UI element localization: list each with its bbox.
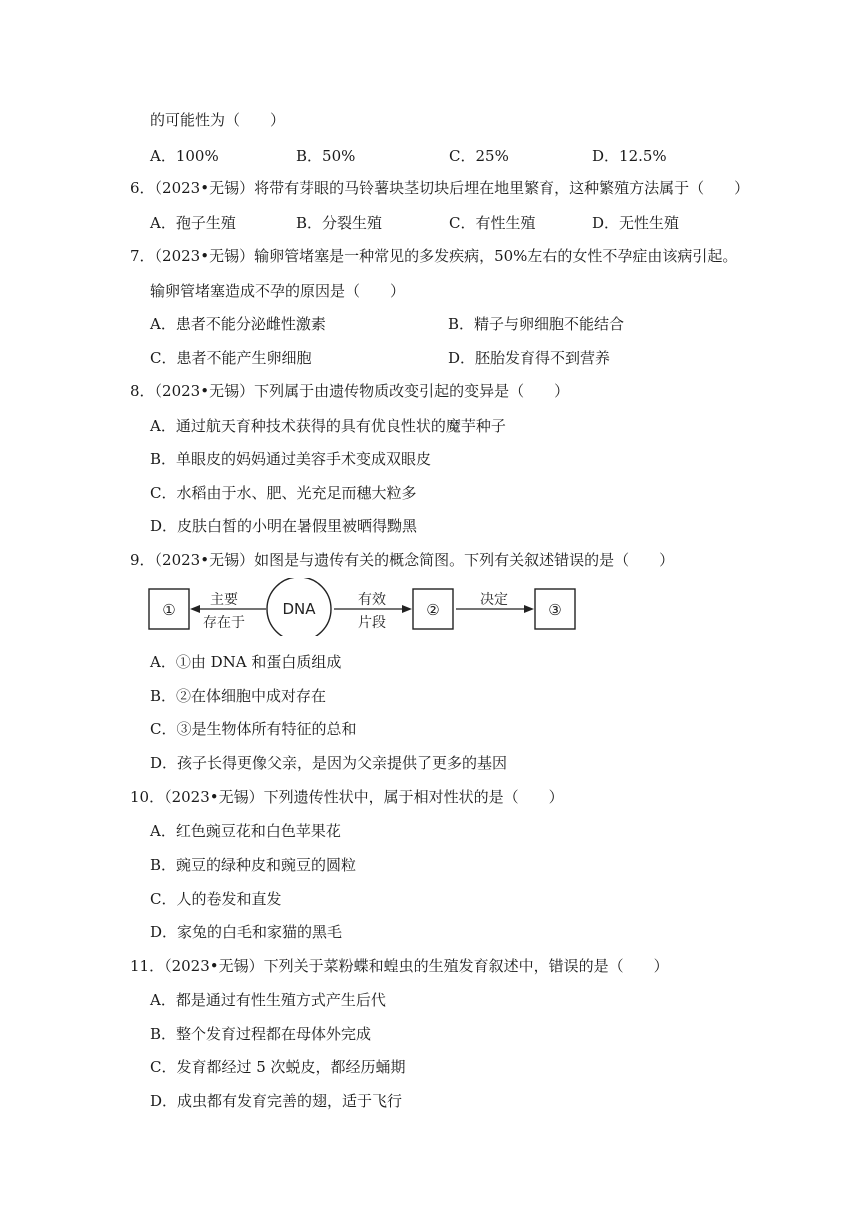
prev-option-d: D．12.5%: [592, 147, 667, 165]
question-11-stem: 11．（2023•无锡）下列关于菜粉蝶和蝗虫的生殖发育叙述中，错误的是（ ）: [130, 957, 669, 975]
diagram-box-1-label: ①: [162, 601, 176, 619]
arrow-2-bottom-label: 片段: [358, 615, 386, 631]
question-9-option-b: B．②在体细胞中成对存在: [150, 687, 327, 705]
arrow-2-top-label: 有效: [358, 592, 386, 608]
question-7-option-c: C．患者不能产生卵细胞: [150, 349, 312, 367]
prev-option-c: C．25%: [449, 147, 509, 165]
question-10-option-c: C．人的卷发和直发: [150, 890, 282, 908]
question-9-option-c: C．③是生物体所有特征的总和: [150, 720, 357, 738]
question-7-stem-continuation: 输卵管堵塞造成不孕的原因是（ ）: [150, 282, 406, 300]
arrow-1-head: [190, 605, 200, 613]
arrow-1-top-label: 主要: [210, 592, 238, 608]
arrow-1-bottom-label: 存在于: [203, 615, 245, 631]
question-10-stem: 10．（2023•无锡）下列遗传性状中，属于相对性状的是（ ）: [130, 788, 564, 806]
diagram-box-2-label: ②: [426, 601, 440, 619]
question-6-option-a: A．孢子生殖: [150, 214, 236, 232]
question-9-stem: 9．（2023•无锡）如图是与遗传有关的概念简图。下列有关叙述错误的是（ ）: [130, 551, 675, 569]
question-10-option-d: D．家兔的白毛和家猫的黑毛: [150, 923, 343, 941]
diagram-box-3-label: ③: [548, 601, 562, 619]
prev-option-a: A．100%: [150, 147, 219, 165]
question-6-stem: 6．（2023•无锡）将带有芽眼的马铃薯块茎切块后埋在地里繁育，这种繁殖方法属于（ ）: [130, 179, 750, 197]
prev-option-b: B．50%: [296, 147, 356, 165]
question-7-option-d: D．胚胎发育得不到营养: [448, 349, 611, 367]
question-8-stem: 8．（2023•无锡）下列属于由遗传物质改变引起的变异是（ ）: [130, 382, 570, 400]
question-7-option-b: B．精子与卵细胞不能结合: [448, 315, 625, 333]
question-9-option-a: A．①由 DNA 和蛋白质组成: [150, 653, 342, 671]
question-8-option-a: A．通过航天育种技术获得的具有优良性状的魔芋种子: [150, 417, 506, 435]
question-10-option-a: A．红色豌豆花和白色苹果花: [150, 822, 341, 840]
genetics-concept-diagram: [148, 578, 578, 636]
question-6-option-b: B．分裂生殖: [296, 214, 383, 232]
question-11-option-c: C．发育都经过 5 次蜕皮，都经历蛹期: [150, 1058, 406, 1076]
question-10-option-b: B．豌豆的绿种皮和豌豆的圆粒: [150, 856, 357, 874]
question-7-option-a: A．患者不能分泌雌性激素: [150, 315, 326, 333]
arrow-3-top-label: 决定: [480, 592, 508, 608]
question-11-option-a: A．都是通过有性生殖方式产生后代: [150, 991, 386, 1009]
question-8-option-c: C．水稻由于水、肥、光充足而穗大粒多: [150, 484, 417, 502]
question-6-option-c: C．有性生殖: [449, 214, 536, 232]
question-7-stem: 7．（2023•无锡）输卵管堵塞是一种常见的多发疾病，50%左右的女性不孕症由该病引起。: [130, 247, 738, 265]
question-8-option-b: B．单眼皮的妈妈通过美容手术变成双眼皮: [150, 450, 432, 468]
arrow-3-head: [524, 605, 534, 613]
question-11-option-b: B．整个发育过程都在母体外完成: [150, 1025, 372, 1043]
diagram-dna-label: DNA: [282, 600, 316, 618]
question-6-option-d: D．无性生殖: [592, 214, 680, 232]
question-9-option-d: D．孩子长得更像父亲，是因为父亲提供了更多的基因: [150, 754, 508, 772]
question-11-option-d: D．成虫都有发育完善的翅，适于飞行: [150, 1092, 403, 1110]
arrow-2-head: [402, 605, 412, 613]
question-8-option-d: D．皮肤白皙的小明在暑假里被晒得黝黑: [150, 517, 418, 535]
prev-question-continuation: 的可能性为（ ）: [150, 111, 286, 129]
